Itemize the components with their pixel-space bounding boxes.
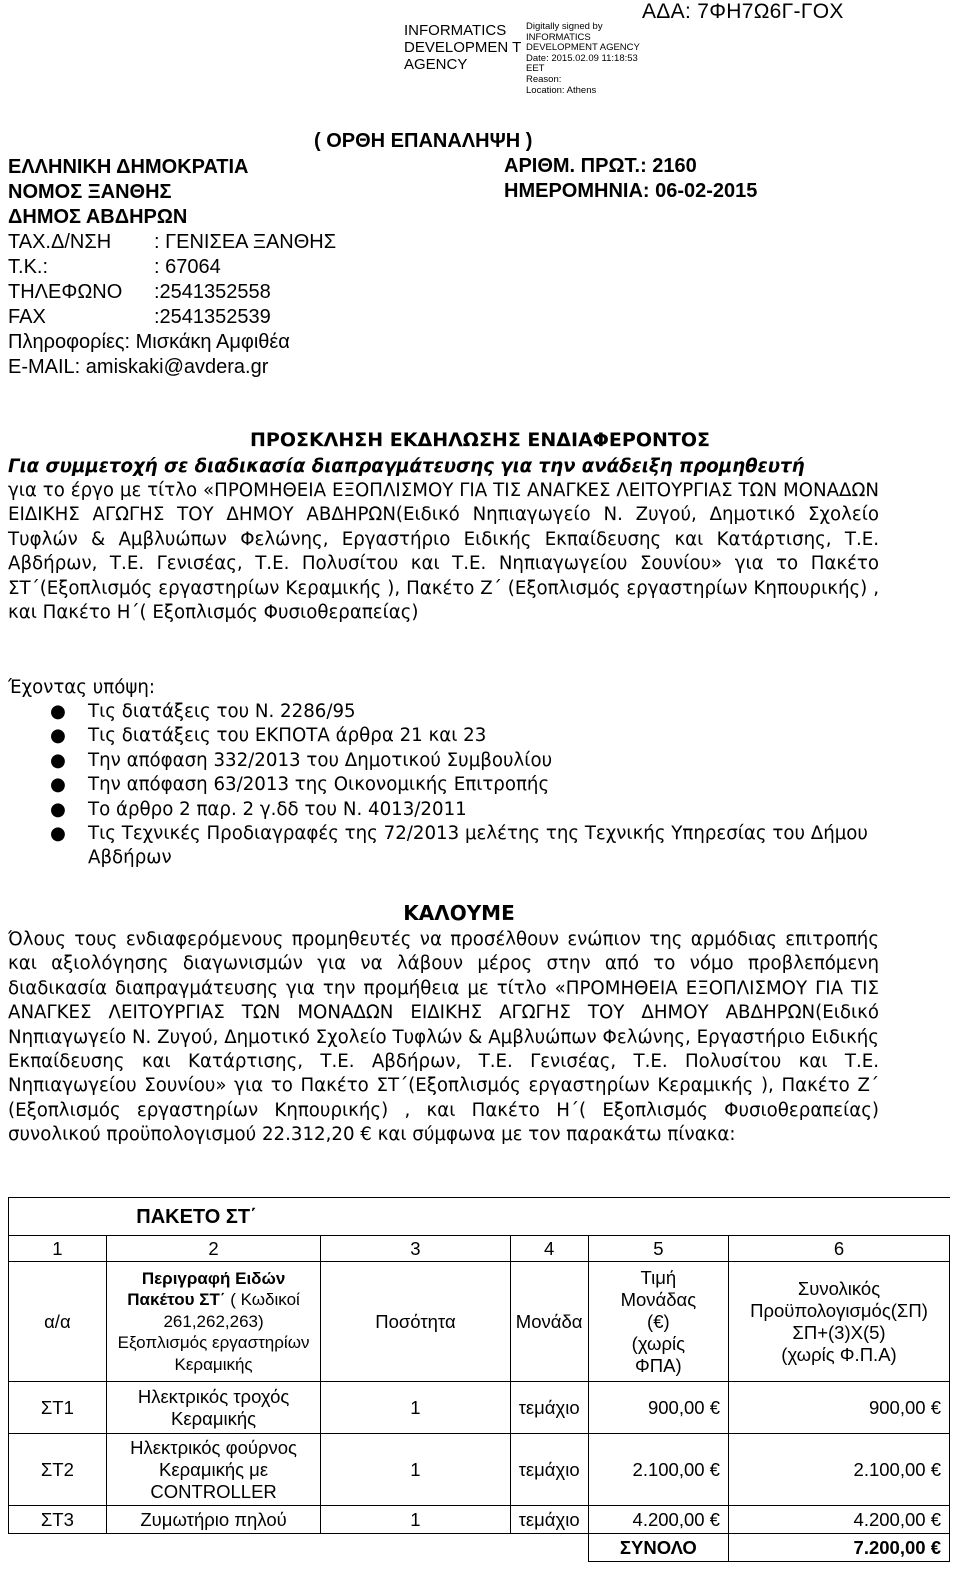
fax-value: :2541352539 [154,306,271,328]
intro-paragraph: για το έργο με τίτλο «ΠΡΟΜΗΘΕΙΑ ΕΞΟΠΛΙΣΜΟΥ ΓΙΑ ΤΙΣ ΑΝΑΓΚΕΣ ΛΕΙΤΟΥΡΓΙΑΣ ΤΩΝ ΜΟΝΑΔΩΝ ΕΙΔΙΚΗΣ ΑΓΩΓΗΣ ΤΟΥ ΔΗΜΟΥ ΑΒΔΗΡΩΝ(Ειδικό Νηπιαγωγείο Ν. Ζυγού, Δημοτικό Σχολείο Τυφλών & Αμβλυώπων Φελώνης, Εργαστήριο Ειδικής Εκπαίδευσης και Κατάρτισης, Τ.Ε. Αβδήρων, Τ.Ε. Γενισέας, Τ.Ε. Πολυσίτου και Τ.Ε. Νηπιαγωγείου Σουνίου» για το Πακέτο ΣΤ΄(Εξοπλισμός εργαστηρίων Κεραμικής ), Πακέτο Ζ΄ (Εξοπλισμός εργαστηρίων Κηπουρικής) , και Πακέτο Η΄( Εξοπλισμός Φυσιοθεραπείας) [8,480,879,624]
list-item [36,724,916,748]
table-row [9,1382,950,1434]
list-item-text: Τις διατάξεις του Ν. 2286/95 [88,701,356,722]
header-email: E-MAIL: amiskaki@avdera.gr [8,356,269,378]
reissue-label: ( ΟΡΘΗ ΕΠΑΝΑΛΗΨΗ ) [314,130,533,152]
header-unit-price [588,1262,728,1382]
row-unit: τεμάχιο [510,1506,588,1534]
table-row [9,1506,950,1534]
row-aa: ΣΤ1 [9,1382,107,1434]
header-info: Πληροφορίες: Μισκάκη Αμφιθέα [8,331,290,353]
list-item-text: Τις διατάξεις του ΕΚΠΟΤΑ άρθρα 21 και 23 [88,725,487,747]
header-price-line: Μονάδας [620,1288,697,1310]
column-number: 1 [9,1236,107,1262]
header-price-line: ΦΠΑ) [635,1354,682,1376]
table-header-row [9,1262,950,1382]
row-unit: τεμάχιο [510,1434,588,1506]
list-item [36,749,916,773]
document-date: ΗΜΕΡΟΜΗΝΙΑ: 06-02-2015 [504,180,758,202]
header-total-line: (χωρίς Φ.Π.Α) [781,1343,897,1365]
fax-label: FAX [8,306,46,328]
signature-line: EET [526,63,545,75]
call-paragraph: Όλους τους ενδιαφερόμενους προμηθευτές να προσέλθουν ενώπιον της αρμόδιας επιτροπής και αξιολόγησης διαγωνισμών για να λάβουν μέρος στην από το νόμο προβλεπόμενη διαδικασία διαπραγμάτευσης για την προμήθεια με τίτλο «ΠΡΟΜΗΘΕΙΑ ΕΞΟΠΛΙΣΜΟΥ ΓΙΑ ΤΙΣ ΑΝΑΓΚΕΣ ΛΕΙΤΟΥΡΓΙΑΣ ΤΩΝ ΜΟΝΑΔΩΝ ΕΙΔΙΚΗΣ ΑΓΩΓΗΣ ΤΟΥ ΔΗΜΟΥ ΑΒΔΗΡΩΝ(Ειδικό Νηπιαγωγείο Ν. Ζυγού, Δημοτικό Σχολείο Τυφλών & Αμβλυώπων Φελώνης, Εργαστήριο Ειδικής Εκπαίδευσης και Κατάρτισης, Τ.Ε. Αβδήρων, Τ.Ε. Γενισέας, Τ.Ε. Πολυσίτου και Τ.Ε. Νηπιαγωγείου Σουνίου» για το Πακέτο ΣΤ΄(Εξοπλισμός εργαστηρίων Κεραμικής ), Πακέτο Ζ΄ (Εξοπλισμός εργαστηρίων Κηπουρικής) , και Πακέτο Η΄( Εξοπλισμός Φυσιοθεραπείας) συνολικού προϋπολογισμού 22.312,20 € και σύμφωνα με τον παρακάτω πίνακα: [8,929,879,1146]
table-title-row [9,1198,950,1236]
row-unit: τεμάχιο [510,1382,588,1434]
header-description-codes: 261,262,263) [163,1311,264,1331]
row-unit-price: 4.200,00 € [588,1506,728,1534]
signature-line: Digitally signed by [526,21,603,32]
budget-table [8,1197,950,1562]
list-item-text: Τις Τεχνικές Προδιαγραφές της 72/2013 μελέτης της Τεχνικής Υπηρεσίας του Δήμου Αβδήρων [88,823,868,869]
bullet-icon: ● [50,823,66,845]
considerations-list [36,700,916,871]
header-quantity: Ποσότητα [321,1262,510,1382]
list-item [36,773,916,797]
postcode-value: : 67064 [154,256,221,278]
ada-code: ΑΔΑ: 7ΦΗ7Ω6Γ-ΓΟΧ [642,0,844,23]
header-price-line: (€) [647,1310,670,1332]
row-description [106,1434,321,1506]
page-subtitle: Για συμμετοχή σε διαδικασία διαπραγμάτευσης για την ανάδειξη προμηθευτή [8,456,805,477]
table-row [9,1434,950,1506]
signature-line: DEVELOPMENT AGENCY [526,42,640,54]
row-total: 900,00 € [728,1382,949,1434]
header-description-text: Εξοπλισμός εργαστηρίων [117,1333,310,1353]
postcode-label: Τ.Κ.: [8,256,49,278]
header-aa: α/α [9,1262,107,1382]
header-description-text: Κεραμικής [174,1354,253,1374]
table-sum-row [9,1534,950,1562]
column-number: 4 [510,1236,588,1262]
header-total-line: Συνολικός [797,1277,881,1299]
signature-line: Reason: [526,73,562,85]
bullet-icon: ● [50,774,66,796]
row-quantity: 1 [321,1506,510,1534]
row-total: 4.200,00 € [728,1506,949,1534]
signature-details [526,22,640,96]
row-unit-price: 900,00 € [588,1382,728,1434]
row-description-line: Κεραμικής [171,1407,257,1429]
row-description-line: CONTROLLER [150,1480,277,1502]
header-municipality: ΔΗΜΟΣ ΑΒΔΗΡΩΝ [8,206,188,228]
list-item-text: Την απόφαση 332/2013 του Δημοτικού Συμβουλίου [88,749,553,771]
address-label: ΤΑΧ.Δ/ΝΣΗ [8,231,112,253]
column-number: 5 [588,1236,728,1262]
row-description-line: Ηλεκτρικός φούρνος [130,1436,297,1458]
signature-line: Location: Athens [526,84,597,96]
column-number: 6 [728,1236,949,1262]
protocol-number: ΑΡΙΘΜ. ΠΡΩΤ.: 2160 [504,155,697,177]
row-aa: ΣΤ2 [9,1434,107,1506]
phone-label: ΤΗΛΕΦΩΝΟ [8,281,123,303]
row-description-line: Κεραμικής με [159,1458,269,1480]
bullet-icon: ● [50,798,66,820]
row-description [106,1382,321,1434]
row-quantity: 1 [321,1382,510,1434]
list-item [36,798,916,822]
address-value: : ΓΕΝΙΣΕΑ ΞΑΝΘΗΣ [154,231,337,253]
considerations-heading: Έχοντας υπόψη: [8,677,156,698]
signature-line: INFORMATICS [526,31,591,43]
list-item-text: Την απόφαση 63/2013 της Οικονομικής Επιτροπής [88,774,550,796]
header-price-line: (χωρίς [631,1332,686,1354]
bullet-icon: ● [50,701,66,722]
header-republic: ΕΛΛΗΝΙΚΗ ΔΗΜΟΚΡΑΤΙΑ [8,156,249,178]
header-postcode [8,255,221,279]
bullet-icon: ● [50,749,66,771]
header-total [728,1262,949,1382]
row-quantity: 1 [321,1434,510,1506]
header-description [106,1262,321,1382]
header-prefecture: ΝΟΜΟΣ ΞΑΝΘΗΣ [8,181,172,203]
list-item [36,822,916,871]
row-description: Ζυμωτήριο πηλού [106,1506,321,1534]
column-number: 3 [321,1236,510,1262]
list-item [36,700,916,724]
row-aa: ΣΤ3 [9,1506,107,1534]
sum-value: 7.200,00 € [728,1534,949,1562]
header-description-bold: Περιγραφή Ειδών [141,1268,286,1288]
header-description-bold: Πακέτου ΣΤ΄ [127,1290,226,1310]
header-address [8,230,336,254]
table-column-numbers [9,1236,950,1262]
bullet-icon: ● [50,725,66,747]
header-unit: Μονάδα [510,1262,588,1382]
signature-line: Date: 2015.02.09 11:18:53 [526,52,638,64]
header-description-codes: ( Κωδικοί [230,1290,300,1310]
header-price-line: Τιμή [640,1266,677,1288]
signature-name: INFORMATICS DEVELOPMEN T AGENCY [404,22,521,73]
row-description-line: Ηλεκτρικός τροχός [137,1385,290,1407]
page-title: ΠΡΟΣΚΛΗΣΗ ΕΚΔΗΛΩΣΗΣ ΕΝΔΙΑΦΕΡΟΝΤΟΣ [250,429,710,451]
header-phone [8,280,271,304]
header-total-line: Προϋπολογισμός(ΣΠ) [750,1299,928,1321]
row-unit-price: 2.100,00 € [588,1434,728,1506]
phone-value: :2541352558 [154,281,271,303]
sum-label: ΣΥΝΟΛΟ [588,1534,728,1562]
package-title: ΠΑΚΕΤΟ ΣΤ΄ [106,1198,949,1236]
list-item-text: Το άρθρο 2 παρ. 2 γ.δδ του Ν. 4013/2011 [88,798,467,820]
row-total: 2.100,00 € [728,1434,949,1506]
column-number: 2 [106,1236,321,1262]
call-heading: ΚΑΛΟΥΜΕ [403,901,515,925]
header-total-line: ΣΠ+(3)Χ(5) [792,1321,886,1343]
header-fax [8,305,271,329]
